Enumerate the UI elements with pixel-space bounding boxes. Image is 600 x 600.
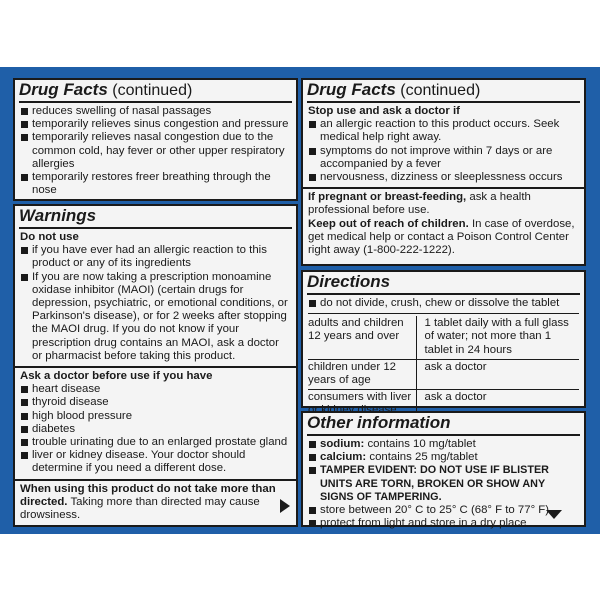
table-cell-who: consumers with liver: [308, 390, 416, 420]
warnings-panel: [13, 204, 298, 527]
continue-arrow-icon: [280, 499, 290, 513]
directions-intro: do not divide, crush, chew or dissolve the tablet: [308, 297, 579, 310]
list-item: diabetes: [20, 423, 291, 436]
table-cell-who: adults and children 12 years and over: [308, 316, 416, 359]
list-item: nervousness, dizziness or sleeplessness occurs: [308, 171, 579, 184]
when-using-paragraph: [20, 483, 291, 523]
other-info-title: Other information: [307, 413, 451, 432]
list-item: temporarily restores freer breathing through the nose: [20, 171, 291, 197]
tamper-evident-notice: TAMPER EVIDENT: DO NOT USE IF BLISTER UNITS ARE TORN, BROKEN OR SHOW ANY SIGNS OF TAMPERING.: [308, 464, 579, 504]
directions-header: [307, 272, 580, 295]
list-item: liver or kidney disease. Your doctor should determine if you need a different dose.: [20, 449, 291, 475]
panel-title-suffix: (continued): [400, 82, 481, 99]
when-using-bold: When using this product do not take more than directed.: [20, 482, 276, 508]
directions-title: Directions: [307, 272, 391, 291]
calcium-text: contains 25 mg/tablet: [369, 451, 478, 464]
pregnant-bold: If pregnant or breast-feeding,: [308, 191, 467, 204]
stop-use-panel: [301, 78, 586, 266]
keep-out-text: In case of overdose, get medical help or contact a Poison Control Center right away (1-800-222-1222).: [308, 217, 575, 257]
table-cell-dose: 1 tablet daily with a full glass of water; not more than 1 tablet in 24 hours: [424, 317, 569, 356]
list-item: [308, 451, 579, 464]
list-item: protect from light and store in a dry place: [308, 517, 579, 530]
when-using-text: Taking more than directed may cause drowsiness.: [20, 495, 260, 522]
list-item: trouble urinating due to an enlarged prostate gland: [20, 436, 291, 449]
panel-header: [19, 80, 292, 103]
list-item: reduces swelling of nasal passages: [20, 105, 291, 118]
panel-title: Drug Facts: [307, 80, 396, 99]
table-cell-who: children under 12 years of age: [308, 359, 416, 389]
list-item: If you are now taking a prescription monoamine oxidase inhibitor (MAOI) (certain drugs for depression, psychiatric, or emotional conditions, or Parkinson's disease), or for 2 weeks after stopping the MAOI drug. If you do not know if your prescription drug contains an MAOI, ask a doctor or pharmacist before taking this product.: [20, 271, 291, 363]
calcium-label: calcium:: [320, 451, 367, 464]
keep-out-bold: Keep out of reach of children.: [308, 217, 469, 230]
continue-arrow-icon: [546, 510, 562, 519]
list-item: heart disease: [20, 383, 291, 396]
warnings-title: Warnings: [19, 206, 97, 225]
table-row: [308, 316, 579, 359]
divider: [308, 313, 579, 314]
directions-panel: [301, 270, 586, 408]
pregnant-paragraph: [308, 191, 579, 217]
other-info-header: [307, 413, 580, 436]
drug-facts-uses-panel: [13, 78, 298, 201]
divider: [15, 479, 296, 481]
list-item: thyroid disease: [20, 396, 291, 409]
list-item: temporarily relieves nasal congestion due to the common cold, hay fever or other upper respiratory allergies: [20, 131, 291, 171]
list-item: high blood pressure: [20, 410, 291, 423]
ask-doctor-heading: Ask a doctor before use if you have: [20, 370, 213, 383]
pregnant-text: ask a health professional before use.: [308, 191, 531, 217]
panel-header: [307, 80, 580, 103]
do-not-use-heading: Do not use: [20, 231, 79, 243]
stop-use-heading: Stop use and ask a doctor if: [308, 105, 460, 117]
table-cell-dose: ask a doctor: [416, 390, 579, 420]
list-item: if you have ever had an allergic reaction to this product or any of its ingredients: [20, 244, 291, 270]
table-cell-dose: ask a doctor: [416, 359, 579, 389]
sodium-text: contains 10 mg/tablet: [367, 438, 476, 450]
panel-title: Drug Facts: [19, 80, 108, 99]
list-item: an allergic reaction to this product occurs. Seek medical help right away.: [308, 118, 579, 144]
other-information-panel: [301, 411, 586, 530]
sodium-label: sodium:: [320, 438, 365, 450]
warnings-header: [19, 206, 292, 229]
directions-table: [308, 316, 579, 419]
list-item: [308, 438, 579, 451]
divider: [303, 187, 584, 189]
list-item: temporarily relieves sinus congestion and pressure: [20, 118, 291, 131]
panel-title-suffix: (continued): [112, 82, 193, 99]
divider: [15, 366, 296, 368]
list-item: store between 20° C to 25° C (68° F to 77° F): [308, 504, 579, 517]
table-row: [308, 359, 579, 389]
list-item: symptoms do not improve within 7 days or are accompanied by a fever: [308, 145, 579, 171]
keep-out-paragraph: [308, 218, 579, 258]
